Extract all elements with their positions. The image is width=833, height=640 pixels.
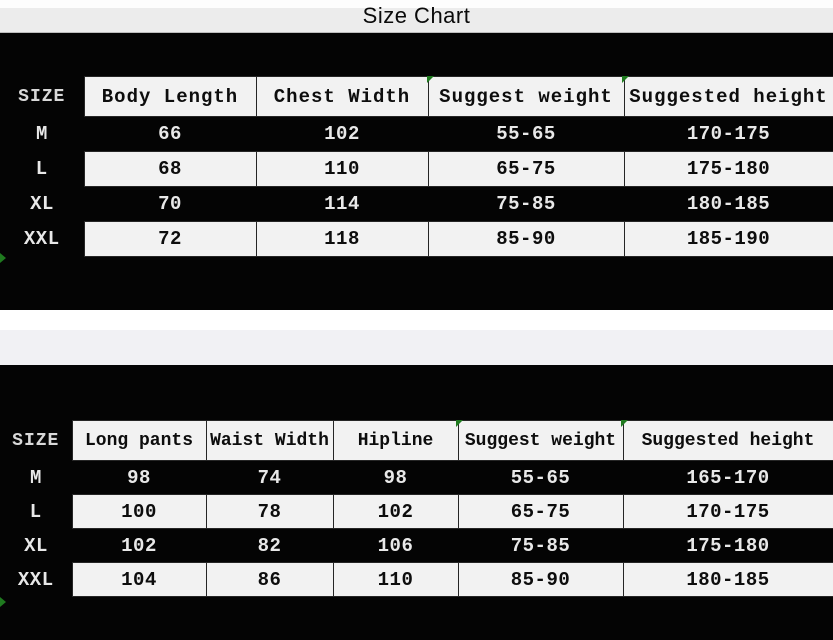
value-cell: 175-180 bbox=[624, 152, 833, 187]
table-row bbox=[0, 152, 833, 187]
size-cell: XL bbox=[24, 534, 48, 557]
corner-marker-icon bbox=[621, 420, 628, 427]
corner-marker-icon bbox=[456, 420, 463, 427]
column-header: Suggested height bbox=[623, 421, 833, 461]
value-cell: 175-180 bbox=[686, 534, 770, 557]
edge-marker-icon bbox=[0, 253, 6, 263]
value-cell: 118 bbox=[256, 222, 428, 257]
column-header: Hipline bbox=[333, 421, 458, 461]
table-row bbox=[0, 187, 833, 222]
value-cell: 65-75 bbox=[458, 495, 623, 529]
value-cell: 102 bbox=[324, 123, 360, 145]
size-cell: M bbox=[30, 466, 42, 489]
table-row bbox=[0, 222, 833, 257]
table-row bbox=[0, 461, 833, 495]
pants-size-table bbox=[0, 420, 833, 597]
size-cell: M bbox=[36, 123, 48, 145]
corner-marker-icon bbox=[622, 76, 629, 83]
size-cell: XXL bbox=[23, 228, 60, 250]
table-header-row bbox=[0, 421, 833, 461]
size-cell: L bbox=[35, 158, 48, 180]
value-cell: 66 bbox=[158, 123, 182, 145]
divider-band bbox=[0, 310, 833, 365]
column-header: Suggested height bbox=[624, 77, 833, 117]
value-cell: 85-90 bbox=[458, 563, 623, 597]
value-cell: 102 bbox=[121, 534, 157, 557]
size-cell: L bbox=[29, 500, 42, 523]
table-row bbox=[0, 117, 833, 152]
value-cell: 106 bbox=[377, 534, 414, 557]
value-cell: 65-75 bbox=[428, 152, 624, 187]
table-row bbox=[0, 563, 833, 597]
table-row bbox=[0, 529, 833, 563]
value-cell: 180-185 bbox=[686, 193, 771, 215]
value-cell: 110 bbox=[333, 563, 458, 597]
column-header: Body Length bbox=[84, 77, 256, 117]
value-cell: 70 bbox=[158, 193, 182, 215]
value-cell: 100 bbox=[72, 495, 206, 529]
value-cell: 102 bbox=[333, 495, 458, 529]
value-cell: 98 bbox=[383, 466, 408, 489]
value-cell: 114 bbox=[324, 193, 360, 215]
value-cell: 68 bbox=[84, 152, 256, 187]
value-cell: 82 bbox=[257, 534, 282, 557]
column-header: Long pants bbox=[72, 421, 206, 461]
value-cell: 185-190 bbox=[624, 222, 833, 257]
value-cell: 75-85 bbox=[496, 193, 556, 215]
column-header: Chest Width bbox=[256, 77, 428, 117]
value-cell: 165-170 bbox=[686, 466, 770, 489]
value-cell: 72 bbox=[84, 222, 256, 257]
value-cell: 110 bbox=[256, 152, 428, 187]
value-cell: 74 bbox=[257, 466, 282, 489]
page-title: Size Chart bbox=[362, 3, 471, 28]
value-cell: 85-90 bbox=[428, 222, 624, 257]
top-size-table-panel bbox=[0, 33, 833, 310]
edge-marker-icon bbox=[0, 597, 6, 607]
title-band bbox=[0, 0, 833, 33]
value-cell: 75-85 bbox=[510, 534, 571, 557]
value-cell: 180-185 bbox=[623, 563, 833, 597]
column-header: Suggest weight bbox=[428, 77, 624, 117]
size-column-header: SIZE bbox=[18, 86, 66, 107]
shirt-size-table bbox=[0, 76, 833, 257]
column-header: Waist Width bbox=[206, 421, 333, 461]
value-cell: 86 bbox=[206, 563, 333, 597]
value-cell: 104 bbox=[72, 563, 206, 597]
bottom-size-table-panel bbox=[0, 365, 833, 640]
table-row bbox=[0, 495, 833, 529]
value-cell: 78 bbox=[206, 495, 333, 529]
value-cell: 170-175 bbox=[623, 495, 833, 529]
value-cell: 55-65 bbox=[510, 466, 571, 489]
size-cell: XL bbox=[30, 193, 54, 215]
size-column-header: SIZE bbox=[12, 430, 60, 451]
value-cell: 55-65 bbox=[496, 123, 556, 145]
corner-marker-icon bbox=[427, 76, 434, 83]
value-cell: 170-175 bbox=[686, 123, 771, 145]
size-cell: XXL bbox=[17, 568, 54, 591]
table-header-row bbox=[0, 77, 833, 117]
column-header: Suggest weight bbox=[458, 421, 623, 461]
value-cell: 98 bbox=[127, 466, 151, 489]
